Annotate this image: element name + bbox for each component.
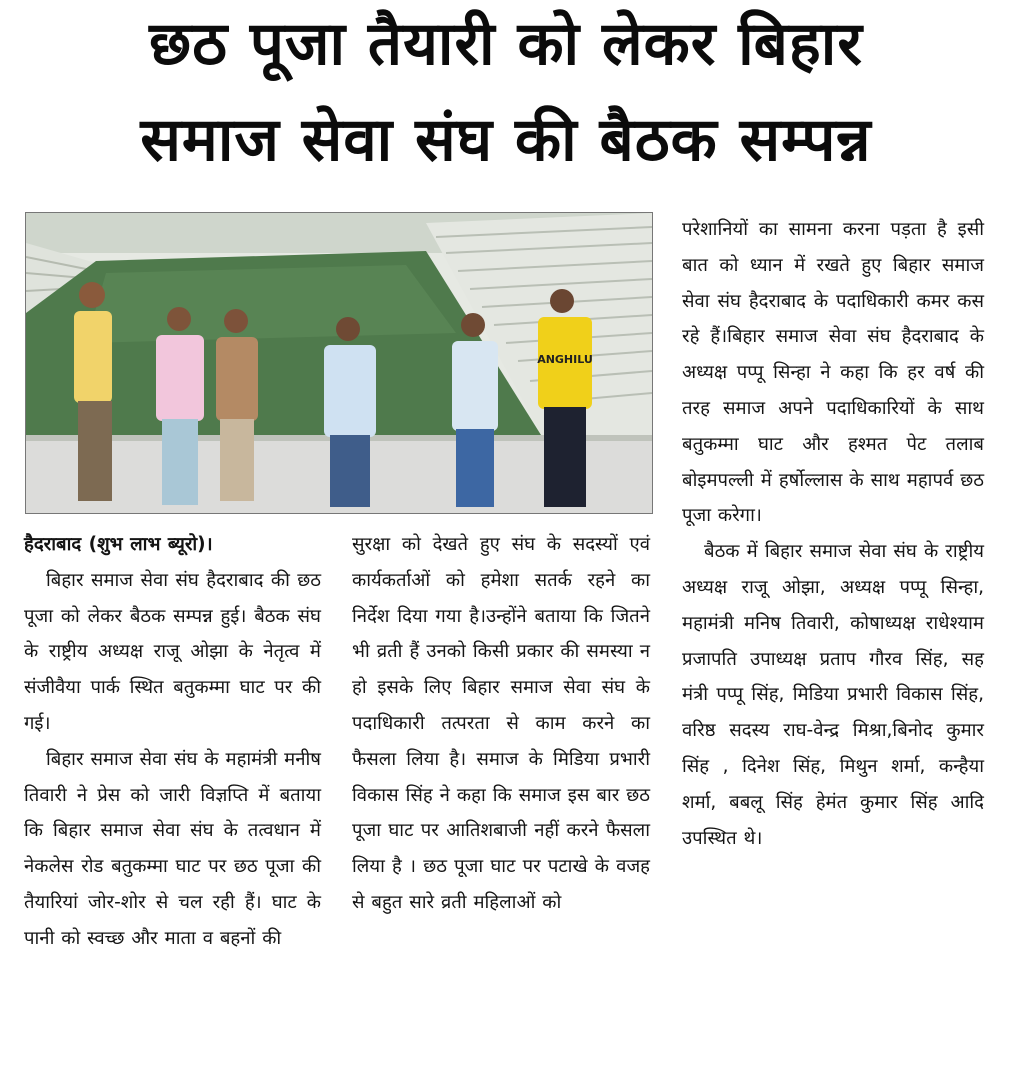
- paragraph: बिहार समाज सेवा संघ के महामंत्री मनीष तिवारी ने प्रेस को जारी विज्ञप्ति में बताया कि बिहार समाज सेवा संघ के तत्वधान में नेकलेस रोड बतुकम्मा घाट पर छठ पूजा की तैयारियां जोर-शोर से चल रही हैं। घाट के पानी को स्वच्छ और माता व बहनों की: [24, 748, 321, 949]
- shirt-text: ANGHILU: [537, 353, 593, 366]
- headline-line-1: छठ पूजा तैयारी को लेकर बिहार: [149, 9, 863, 79]
- news-photo: [25, 212, 653, 514]
- person-4: [324, 317, 376, 507]
- article-column-2: [352, 527, 650, 921]
- dateline: हैदराबाद (शुभ लाभ ब्यूरो)।: [24, 534, 213, 555]
- person-1: [74, 282, 112, 501]
- person-6: [537, 289, 593, 507]
- article-column-1: [24, 527, 321, 957]
- paragraph: सुरक्षा को देखते हुए संघ के सदस्यों एवं कार्यकर्ताओं को हमेशा सतर्क रहने का निर्देश दिया गया है।उन्होंने बताया कि जितने भी व्रती हैं उनको किसी प्रकार की समस्या न हो इसके लिए बिहार समाज सेवा संघ के पदाधिकारी तत्परता से काम करने का फैसला लिया है। समाज के मिडिया प्रभारी विकास सिंह ने कहा कि समाज इस बार छठ पूजा घाट पर आतिशबाजी नहीं करने फैसला लिया है । छठ पूजा घाट पर पटाखे के वजह से बहुत सारे व्रती महिलाओं को: [352, 534, 650, 913]
- paragraph: बिहार समाज सेवा संघ हैदराबाद की छठ पूजा को लेकर बैठक सम्पन्न हुई। बैठक संघ के राष्ट्रीय अध्यक्ष राजू ओझा के नेतृत्व में संजीवैया पार्क स्थित बतुकम्मा घाट पर की गई।: [24, 569, 321, 734]
- article-column-3: [682, 212, 984, 856]
- paragraph: परेशानियों का सामना करना पड़ता है इसी बात को ध्यान में रखते हुए बिहार समाज सेवा संघ हैदराबाद के पदाधिकारी कमर कस रहे हैं।बिहार समाज सेवा संघ हैदराबाद के अध्यक्ष पप्पू सिन्हा ने कहा कि हर वर्ष की तरह समाज अपने पदाधिकारियों के साथ बतुकम्मा घाट और हश्मत पेट तलाब बोइमपल्ली में हर्षोल्लास के साथ महापर्व छठ पूजा करेगा।: [682, 219, 984, 527]
- paragraph: बैठक में बिहार समाज सेवा संघ के राष्ट्रीय अध्यक्ष राजू ओझा, अध्यक्ष पप्पू सिन्हा, महामंत्री मनिष तिवारी, कोषाध्यक्ष राधेश्याम प्रजापति उपाध्यक्ष प्रताप गौरव सिंह, सह मंत्री पप्पू सिंह, मिडिया प्रभारी विकास सिंह, वरिष्ठ सदस्य राघ-वेन्द्र मिश्रा,बिनोद कुमार सिंह , दिनेश सिंह, मिथुन शर्मा, कन्हैया शर्मा, बबलू सिंह हेमंत कुमार सिंह आदि उपस्थित थे।: [682, 541, 984, 849]
- person-5: [452, 313, 498, 507]
- headline-line-2: समाज सेवा संघ की बैठक सम्पन्न: [140, 105, 872, 175]
- person-2: [156, 307, 204, 505]
- person-3: [216, 309, 258, 501]
- ghat-photo-illustration: [26, 213, 652, 513]
